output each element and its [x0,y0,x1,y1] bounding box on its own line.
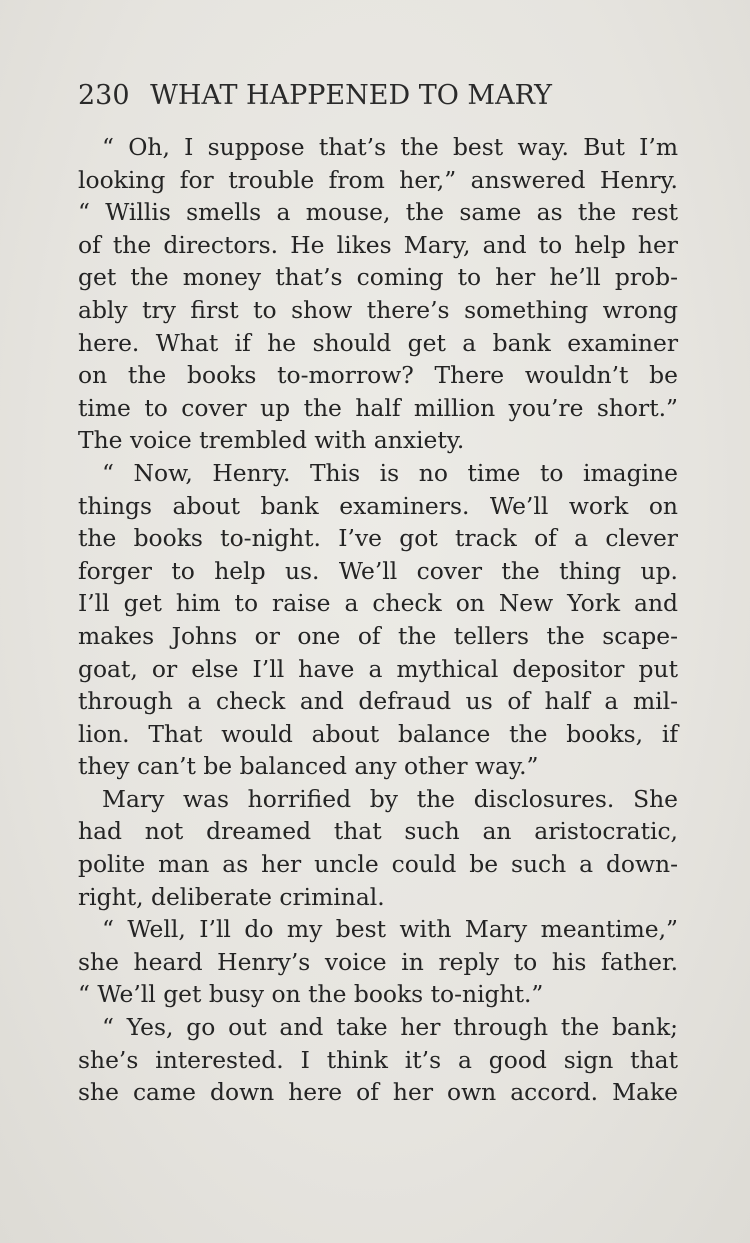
text-line: “ Well, I’ll do my best with Mary meantime,” [102,915,678,944]
text-line: makes Johns or one of the tellers the scape- [78,621,678,650]
page-header [78,80,678,120]
text-line: here. What if he should get a bank examiner [78,328,678,357]
text-line: through a check and defraud us of half a mil- [78,687,678,716]
text-line: ably try first to show there’s something wrong [78,295,678,324]
text-line: the books to-night. I’ve got track of a clever [78,524,678,553]
text-line: “ Yes, go out and take her through the bank; [102,1013,678,1042]
running-title: WHAT HAPPENED TO MARY [150,80,552,111]
text-line: looking for trouble from her,” answered Henry. [78,165,678,194]
text-line: “ Now, Henry. This is no time to imagine [102,458,678,487]
text-line: forger to help us. We’ll cover the thing up. [78,556,678,585]
text-line: lion. That would about balance the books, if [78,719,678,748]
text-line: right, deliberate criminal. [78,882,385,911]
text-line: of the directors. He likes Mary, and to help her [78,230,678,259]
text-line: she’s interested. I think it’s a good sign that [78,1045,678,1074]
text-line: Mary was horrified by the disclosures. She [102,784,678,813]
text-line: on the books to-morrow? There wouldn’t be [78,361,678,390]
text-line: things about bank examiners. We’ll work on [78,491,678,520]
text-line: time to cover up the half million you’re short.” [78,393,678,422]
body-text [78,131,678,1109]
text-line: The voice trembled with anxiety. [78,426,465,455]
text-line: “ We’ll get busy on the books to-night.” [78,980,544,1009]
text-line: polite man as her uncle could be such a down- [78,850,678,879]
text-line: get the money that’s coming to her he’ll prob- [78,263,678,292]
text-line: goat, or else I’ll have a mythical depositor put [78,654,678,683]
text-line: she heard Henry’s voice in reply to his father. [78,947,678,976]
text-line: they can’t be balanced any other way.” [78,752,539,781]
text-line: “ Willis smells a mouse, the same as the rest [78,198,678,227]
text-line: “ Oh, I suppose that’s the best way. But I’m [102,133,678,161]
text-line: had not dreamed that such an aristocratic, [78,817,678,846]
page-number: 230 [78,80,130,111]
text-line: I’ll get him to raise a check on New York and [78,589,678,618]
text-line: she came down here of her own accord. Make [78,1078,678,1107]
